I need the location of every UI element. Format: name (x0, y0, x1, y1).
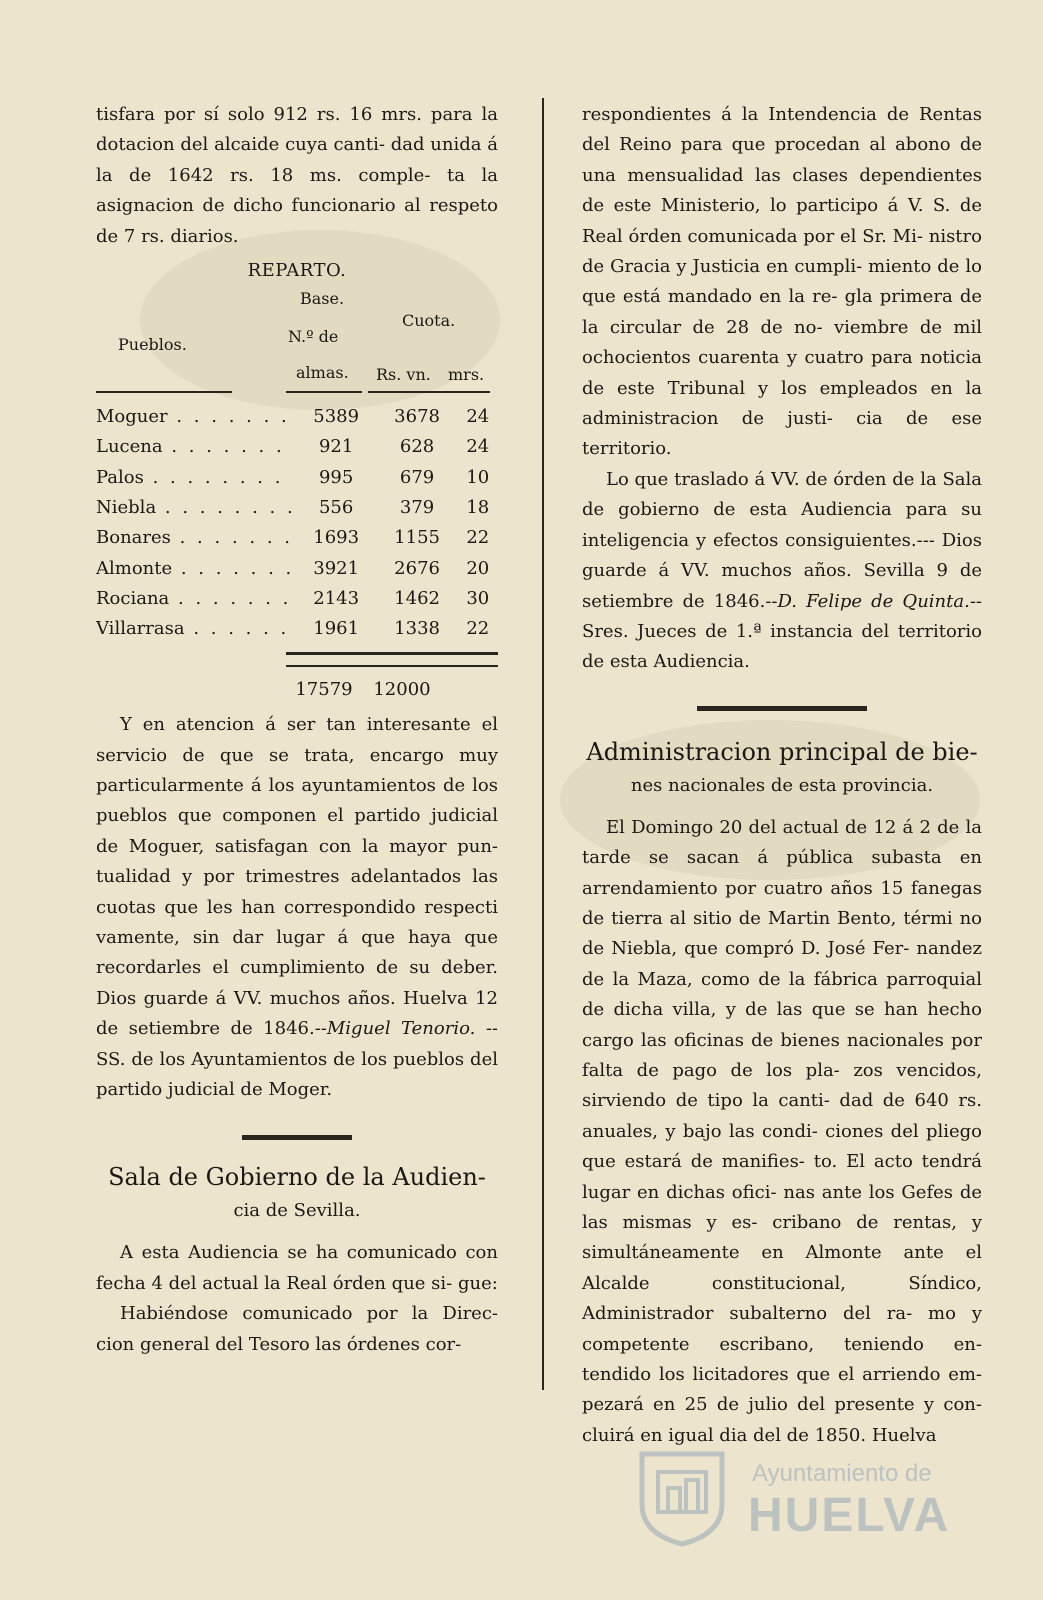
row-pueblo: Villarrasa (96, 618, 185, 640)
table-row: Moguer . . . . . . . 5389 3678 24 (96, 405, 490, 427)
section-title: Sala de Gobierno de la Audien- (108, 1163, 486, 1192)
table-row: Palos . . . . . . . . 995 679 10 (96, 466, 490, 488)
row-rs: 1462 (394, 588, 440, 610)
row-almas: 3921 (313, 557, 360, 579)
row-pueblo: Palos (96, 466, 144, 488)
total-rs: 12000 (373, 679, 431, 701)
header-mrs: mrs. (448, 365, 485, 385)
row-pueblo: Rociana (96, 588, 170, 610)
table-row: Rociana . . . . . . . 2143 1462 30 (96, 588, 490, 610)
row-rs: 628 (399, 436, 435, 458)
row-mrs: 24 (466, 405, 490, 427)
section-subtitle: nes nacionales de esta provincia. (630, 774, 934, 796)
header-cuota: Cuota. (402, 311, 456, 331)
row-rs: 379 (399, 496, 435, 518)
row-rs: 1338 (394, 618, 440, 640)
article-paragraph: Y en atencion á ser tan interesante el servicio de que se trata, encargo muy particularmente á los ayuntamientos de los pueblos que componen el partido judicial de Moguer, satisfagan con la mayor pun- tualidad y por trimestres adelantados las cuotas que les han correspondido respecti vamente, sin dar lugar á que haya que recordarles el cumplimiento de su deber. Dios guarde á VV. muchos años. Huelva 12 de setiembre de 1846.--Miguel Tenorio. --SS. de los Ayuntamientos de los pueblos del partido judicial de Moger. (96, 714, 498, 1101)
archive-watermark (636, 1448, 976, 1548)
row-rs: 3678 (394, 405, 440, 427)
row-pueblo: Bonares (96, 527, 171, 549)
table-row: Lucena . . . . . . . 921 628 24 (96, 436, 490, 458)
table-row: Niebla . . . . . . . . 556 379 18 (96, 496, 490, 518)
row-almas: 5389 (313, 405, 360, 427)
table-row: Villarrasa . . . . . . 1961 1338 22 (96, 618, 490, 640)
table-row: Almonte . . . . . . . 3921 2676 20 (96, 557, 490, 579)
row-mrs: 24 (466, 436, 490, 458)
row-almas: 1693 (313, 527, 360, 549)
totals-double-rule (286, 652, 498, 667)
row-mrs: 22 (466, 618, 490, 640)
row-rs: 679 (399, 466, 435, 488)
header-rule (286, 391, 362, 393)
row-mrs: 22 (466, 527, 490, 549)
row-pueblo: Almonte (96, 557, 173, 579)
article-paragraph: A esta Audiencia se ha comunicado con fecha 4 del actual la Real órden que si- gue: (96, 1242, 498, 1294)
reparto-table-header (96, 287, 498, 395)
header-almas-2: almas. (296, 363, 349, 383)
signature: Miguel Tenorio. (326, 1018, 476, 1040)
section-separator (697, 706, 867, 711)
reparto-title: REPARTO. (247, 260, 347, 282)
header-base: Base. (300, 289, 345, 309)
row-rs: 2676 (394, 557, 440, 579)
row-almas: 556 (318, 496, 354, 518)
shield-icon (636, 1448, 728, 1548)
section-separator (242, 1135, 352, 1140)
row-mrs: 20 (466, 557, 490, 579)
table-row: Bonares . . . . . . . 1693 1155 22 (96, 527, 490, 549)
column-divider (542, 98, 544, 1390)
article-paragraph: respondientes á la Intendencia de Rentas del Reino para que procedan al abono de una mensualidad las clases dependientes de este Ministerio, lo participo á V. S. de Real órden comunicada por el Sr. Mi- nistro de Gracia y Justicia en cumpli- miento de lo que está mandado en la re- gla primera de la circular de 28 de no- viembre de mil ochocientos cuarenta y cuatro para noticia de este Tribunal y los empleados en la administracion de justi- cia de ese territorio. (582, 104, 982, 460)
row-pueblo: Lucena (96, 436, 163, 458)
watermark-line2: HUELVA (748, 1489, 951, 1542)
article-paragraph: El Domingo 20 del actual de 12 á 2 de la tarde se sacan á pública subasta en arrendamiento por cuatro años 15 fanegas de tierra al sitio de Martin Bento, térmi no de Niebla, que compró D. José Fer- nandez de la Maza, como de la fábrica parroquial de dicha villa, y de las que se han hecho cargo las oficinas de bienes nacionales por falta de pago de los pla- zos vencidos, sirviendo de tipo la canti- dad de 640 rs. anuales, y bajo las condi- ciones del pliego que estará de manifies- to. El acto tendrá lugar en dichas ofici- nas ante los Gefes de las mismas y es- cribano de rentas, y simultáneamente en Almonte ante el Alcalde constitucional, Síndico, Administrador subalterno del ra- mo y competente escribano, teniendo en- tendido los licitadores que el arriendo em- pezará en 25 de julio del presente y con- cluirá en igual dia del de 1850. Huelva (582, 816, 982, 1446)
row-pueblo: Moguer (96, 405, 168, 427)
article-paragraph: Lo que traslado á VV. de órden de la Sala de gobierno de esta Audiencia para su inteligencia y efectos consiguientes.--- Dios guarde á VV. muchos años. Sevilla 9 de setiembre de 1846.--D. Felipe de Quinta.--Sres. Jueces de 1.ª instancia del territorio de esta Audiencia. (582, 468, 982, 673)
header-pueblos: Pueblos. (118, 335, 187, 355)
row-mrs: 18 (466, 496, 490, 518)
section-title: Administracion principal de bie- (586, 737, 978, 766)
article-paragraph: Habiéndose comunicado por la Direc- cion general del Tesoro las órdenes cor- (96, 1303, 498, 1355)
row-almas: 2143 (313, 588, 360, 610)
right-column (582, 100, 982, 1451)
total-almas: 17579 (295, 679, 353, 701)
row-almas: 1961 (313, 618, 360, 640)
header-rule (96, 391, 232, 393)
left-column (96, 100, 498, 1360)
watermark-line1: Ayuntamiento de (752, 1460, 932, 1487)
signature: D. Felipe de Quinta. (777, 590, 970, 612)
row-almas: 995 (318, 466, 354, 488)
header-rule (368, 391, 490, 393)
intro-paragraph: tisfara por sí solo 912 rs. 16 mrs. para la dotacion del alcaide cuya canti- dad unida á la de 1642 rs. 18 ms. comple- ta la asignacion de dicho funcionario al respeto de 7 rs. diarios. (96, 104, 498, 247)
reparto-totals (286, 679, 498, 700)
row-mrs: 10 (466, 466, 490, 488)
row-rs: 1155 (394, 527, 440, 549)
section-subtitle: cia de Sevilla. (233, 1200, 361, 1222)
row-mrs: 30 (466, 588, 490, 610)
reparto-table (96, 401, 498, 644)
header-almas-1: N.º de (288, 327, 339, 347)
row-pueblo: Niebla (96, 496, 157, 518)
header-rs: Rs. vn. (376, 365, 431, 385)
row-almas: 921 (318, 436, 354, 458)
